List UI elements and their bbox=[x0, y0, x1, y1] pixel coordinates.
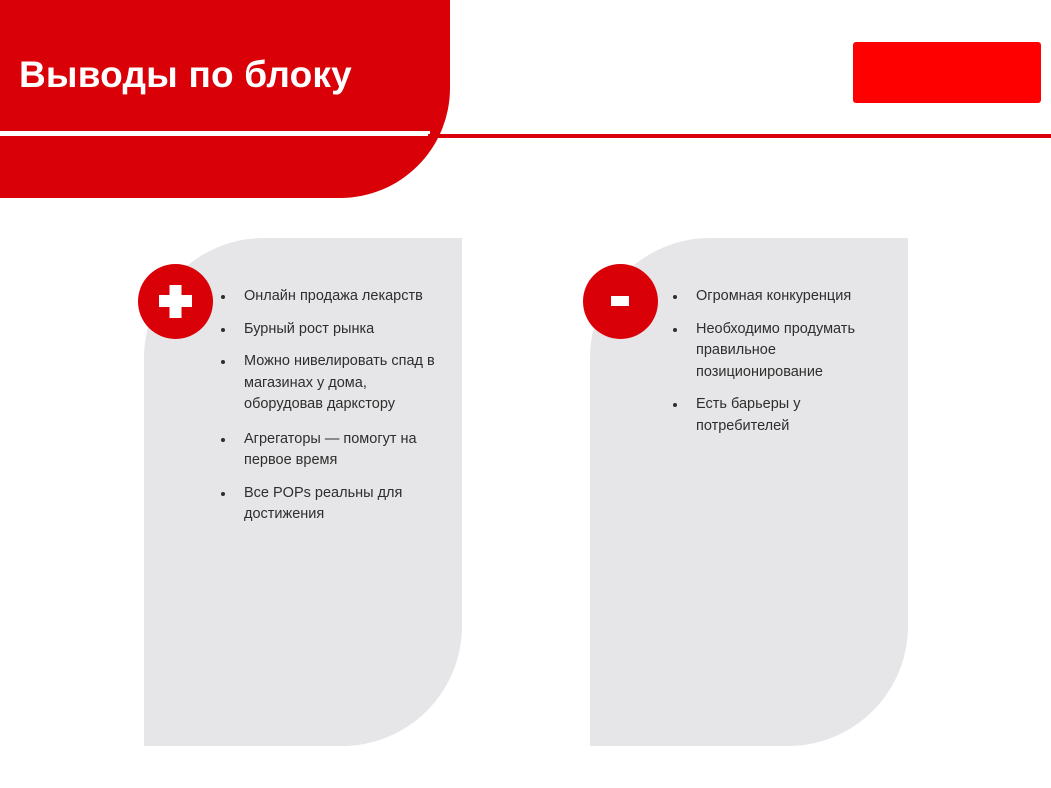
pros-list bbox=[244, 286, 449, 537]
list-item: Все POPs реальны для достижения bbox=[244, 483, 449, 526]
header-banner bbox=[0, 0, 450, 198]
plus-icon bbox=[138, 264, 213, 339]
list-item: Огромная конкуренция bbox=[696, 286, 896, 308]
header-divider-red bbox=[428, 134, 1051, 138]
page-title: Выводы по блоку bbox=[19, 54, 352, 95]
cons-list bbox=[696, 286, 896, 448]
logo-placeholder bbox=[853, 42, 1041, 103]
list-item: Можно нивелировать спад в магазинах у дома, оборудовав даркстору bbox=[244, 351, 449, 416]
header-divider-white bbox=[0, 131, 430, 136]
list-item: Необходимо продумать правильное позиционирование bbox=[696, 319, 896, 384]
minus-icon bbox=[583, 264, 658, 339]
list-item: Есть барьеры у потребителей bbox=[696, 394, 896, 437]
list-item: Онлайн продажа лекарств bbox=[244, 286, 449, 308]
list-item: Агрегаторы — помогут на первое время bbox=[244, 429, 449, 472]
list-item: Бурный рост рынка bbox=[244, 319, 449, 341]
